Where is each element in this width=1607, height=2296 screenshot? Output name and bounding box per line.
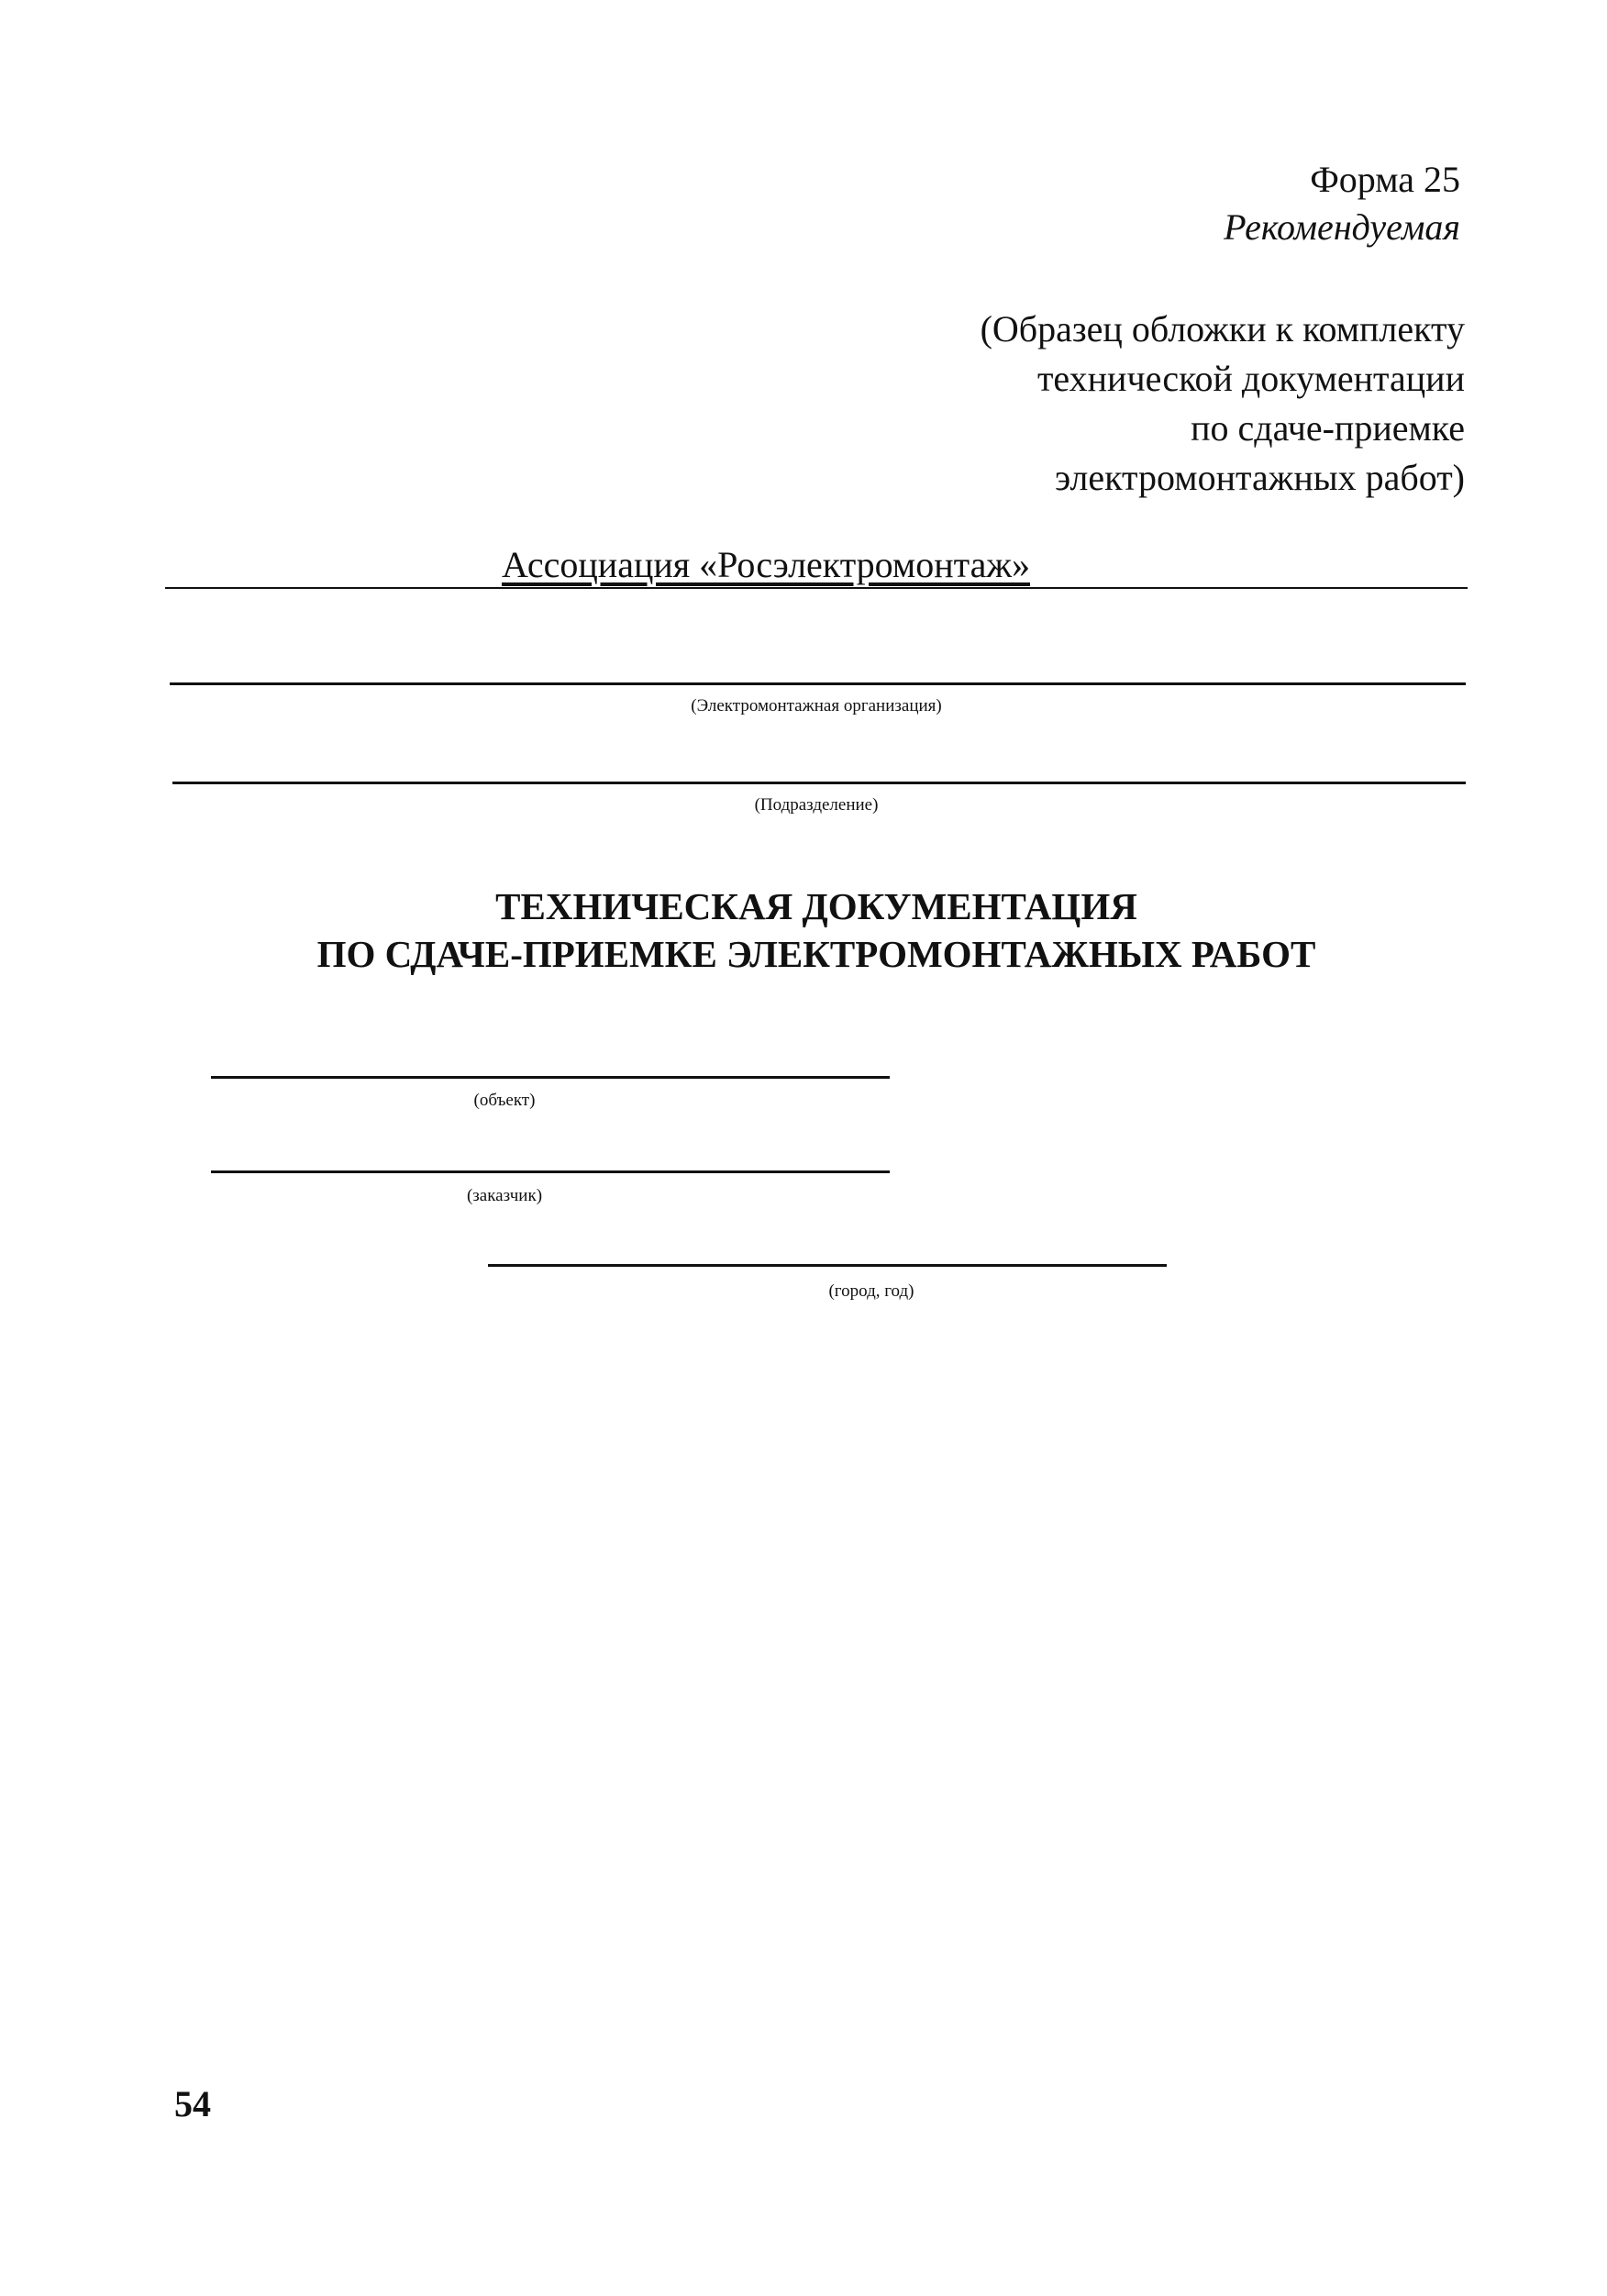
object-caption: (объект) [473,1091,536,1110]
form-status: Рекомендуемая [1224,206,1460,248]
page-number: 54 [174,2083,211,2124]
document-title-line-1: ТЕХНИЧЕСКАЯ ДОКУМЕНТАЦИЯ [495,885,1137,927]
city-year-caption: (город, год) [828,1281,914,1301]
association-name: Ассоциация «Росэлектромонтаж» [501,544,1030,585]
sample-note-line: (Образец обложки к комплекту [980,308,1465,349]
document-title-line-2: ПО СДАЧЕ-ПРИЕМКЕ ЭЛЕКТРОМОНТАЖНЫХ РАБОТ [316,933,1316,975]
sample-note-line: технической документации [1036,358,1465,399]
division-caption: (Подразделение) [754,795,879,815]
sample-note-line: электромонтажных работ) [1054,457,1465,498]
sample-note [823,305,1465,503]
customer-field-line [211,1170,890,1173]
organization-caption: (Электромонтажная организация) [691,696,942,715]
document-title [165,882,1468,978]
form-number: Форма 25 [1310,159,1460,200]
association-field [165,545,1468,589]
division-field-line [172,782,1466,784]
city-year-field-line [488,1264,1167,1267]
object-field-line [211,1076,890,1079]
organization-field-line [170,682,1466,685]
sample-note-line: по сдаче-приемке [1191,407,1465,449]
customer-caption: (заказчик) [466,1186,543,1205]
